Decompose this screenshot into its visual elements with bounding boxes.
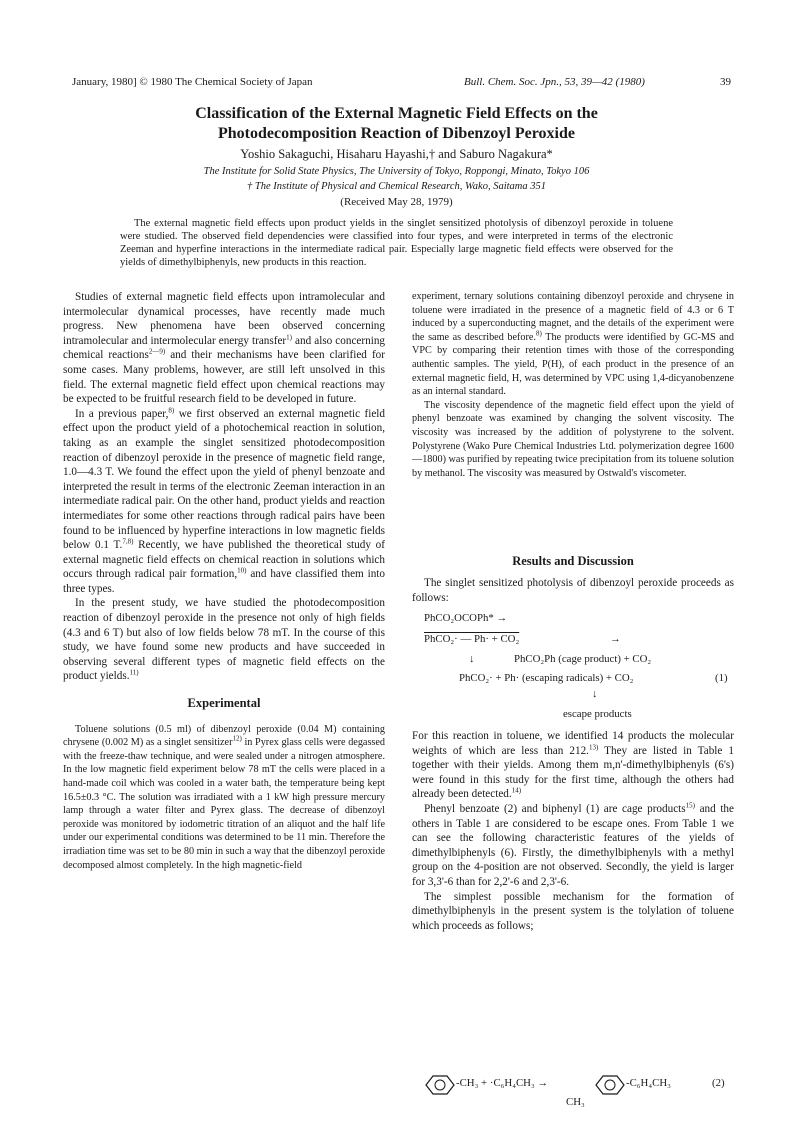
equation-2 [420,1074,740,1116]
citation: 12) [232,734,242,743]
running-header-journal: Bull. Chem. Soc. Jpn., 53, 39—42 (1980) [464,76,645,88]
text-run: The products were identified by GC-MS and VPC by comparing their retention times with those of the corresponding authentic samples. The yield, P(H), of each product in the presence of an external magnetic field, H, was determined by VPC using 1,4-dicyanobenzene as an internal standard. [412,331,734,398]
page-number: 39 [720,76,731,88]
results-intro [412,576,734,605]
equation-number: (1) [715,672,728,684]
text-run: in Pyrex glass cells were degassed with the freeze-thaw technique, and were sealed under a nitrogen atmosphere. In the low magnetic field experiment below 78 mT the cells were placed in a hand-made coil which was cooled in a water bath, the temperature being kept 16.5±0.3 °C. The solution was irradiated with a 1 kW high pressure mercury lamp through a water filter and Pyrex glass. The decrease of dibenzoyl peroxide was monitored by iodometric titration of an aliquot and the half life under our experimental conditions was determined to be 11 min. Therefore the irradiation time was set to be 80 min in such a way that the dibenzoyl peroxide decomposed almost completely. In the high magnetic-field [63,737,385,871]
text-run: For this reaction in toluene, we identified 14 products the molecular weights of which are less than 212. [412,730,734,757]
citation: 1) [286,333,293,342]
scheme-radical-pair: PhCO₂· — Ph· + CO₂ [424,633,520,645]
equation-rhs: -C₆H₄CH₃ [626,1077,671,1089]
equation-number: (2) [712,1077,725,1089]
scheme-arrow: → [610,633,621,645]
text-run: and their mechanisms have been clarified for some cases. Many problems, however, are still left unsolved in this field. The external magnetic field effect upon chemical reactions may be expected to be fruitful research field to be developed in future. [63,349,385,406]
paragraph [63,407,385,597]
scheme-down-arrow: ↓ [592,688,598,700]
left-column [63,290,385,872]
text-run: They are listed in Table 1 together with their yields. Among them m,n'-dimethylbiphenyls (6's) were found in this study for the first time, although the others had already been detected. [412,744,734,801]
benzene-ring-icon [420,1074,460,1096]
text-run: and have classified them into three types. [63,568,385,595]
section-heading-results: Results and Discussion [512,554,634,568]
text-run: Toluene solutions (0.5 ml) of dibenzoyl peroxide (0.04 M) containing chrysene (0.002 M) as a singlet sensitizer [63,723,385,749]
paragraph [412,290,734,399]
scheme-line-1: PhCO₂OCOPh* → [424,612,508,624]
scheme-escaping: PhCO₂· + Ph· (escaping radicals) + CO₂ [459,672,634,684]
received-date: (Received May 28, 1979) [340,196,453,208]
paragraph: The singlet sensitized photolysis of dibenzoyl peroxide proceeds as follows: [412,577,734,604]
text-run: Phenyl benzoate (2) and biphenyl (1) are cage products [424,802,686,815]
citation: 8) [168,406,175,415]
paragraph [63,723,385,873]
text-run: Studies of external magnetic field effects upon intramolecular and intermolecular dynamical processes, have recently made much progress. New phenomena have been observed concerning intramolecular and intermolecular energy transfer [63,291,385,347]
citation: 11) [129,668,139,677]
citation: 7,8) [122,537,134,546]
paragraph: The viscosity dependence of the magnetic field effect upon the yield of phenyl benzoate was examined by changing the solvent viscosity. The viscosity was increased by the addition of polystyrene to the solvent. Polystyrene (Wako Pure Chemical Industries Ltd. polymerization degree 1600—1800) was purified by repeating twice precipitation from its toluene solution by methanol. The viscosity was measured by Ostwald's viscometer. [412,399,734,479]
scheme-cage-product: PhCO₂Ph (cage product) + CO₂ [514,653,652,665]
scheme-escape-products: escape products [563,708,632,720]
citation: 2—9) [148,347,166,356]
paragraph [412,802,734,890]
citation: 8) [535,329,542,338]
scheme-down-arrow: ↓ [469,653,475,665]
paragraph [412,729,734,802]
title-line: Photodecomposition Reaction of Dibenzoyl Peroxide [217,125,575,142]
text-run: In the present study, we have studied the photodecomposition reaction of dibenzoyl peroxide in the presence not only of high fields (4.3 and 6 T) but also of low fields below 78 mT. In the course of this study, we have found some new products and have succeeded in observing several different types of magnetic field effects on the product yields. [63,597,385,683]
abstract: The external magnetic field effects upon product yields in the singlet sensitized photolysis of dibenzoyl peroxide in toluene were studied. The observed field dependencies were classified into four types, and were interpreted in terms of the electronic Zeeman and hyperfine interactions in the intermediate radical pair. Especially large magnetic field effects were observed for the yields of dimethylbiphenyls, new products in this reaction. [120,218,673,268]
text-run: and the others in Table 1 are considered to be escape ones. From Table 1 we can see the following characteristic features of the yields of dimethylbiphenyls (6). Firstly, the dimethylbiphenyls with a methyl group on the 4-position are not observed. Secondly, the yield is larger for 3,3'-6 than for 2,2'-6 and 2,3'-6. [412,802,734,888]
text-run: In a previous paper, [75,407,169,420]
benzene-ring-icon [590,1074,630,1096]
paragraph [63,290,385,407]
text-run: and also concerning chemical reactions [63,334,386,362]
running-header-left: January, 1980] © 1980 The Chemical Society of Japan [72,76,313,88]
paragraph [63,596,385,684]
affiliation: † The Institute of Physical and Chemical Research, Wako, Saitama 351 [246,181,546,192]
citation: 14) [511,786,522,795]
paragraph: The simplest possible mechanism for the formation of dimethylbiphenyls in the present system is the tolylation of toluene which proceeds as follows; [412,890,734,932]
text-run: Recently, we have published the theoretical study of external magnetic field effects on chemical reaction in solutions which occurs through radical pair formation, [63,539,385,581]
right-column-bottom [412,729,734,933]
text-run: experiment, ternary solutions containing dibenzoyl peroxide and chrysene in toluene were irradiated in the presence of a magnetic field of 4.3 or 6 T induced by a superconducting magnet, and the details of the experiment were the same as described before. [412,291,734,343]
right-column-top [412,290,734,480]
text-run: we first observed an external magnetic field effect upon the product yield of a photochemical reaction in solution, taking as an example the singlet sensitized photodecomposition reaction of dibenzoyl peroxide in the presence of magnetic field range, 1.0—4.3 T. We found the effect upon the yield of phenyl benzoate and interpreted the result in terms of the electronic Zeeman interaction in an intermediate radical pair. On the other hand, product yields and reaction intermediates for some other reactions through radical pairs have been found to be influenced by hyperfine interactions in low magnetic fields below 0.1 T. [63,407,385,552]
equation-substituent: CH₃ [566,1096,585,1108]
section-heading-experimental: Experimental [187,696,261,711]
citation: 15) [685,801,695,810]
citation: 10) [237,566,247,575]
paper-title [90,104,703,144]
affiliation: The Institute for Solid State Physics, The University of Tokyo, Roppongi, Minato, Tokyo 106 [203,166,590,177]
author-list: Yoshio Sakaguchi, Hisaharu Hayashi,† and Saburo Nagakura* [240,147,553,161]
title-line: Classification of the External Magnetic Field Effects on the [195,105,598,122]
equation-lhs: -CH₃ + ·C₆H₄CH₃ → [456,1077,549,1089]
citation: 13) [588,742,599,751]
